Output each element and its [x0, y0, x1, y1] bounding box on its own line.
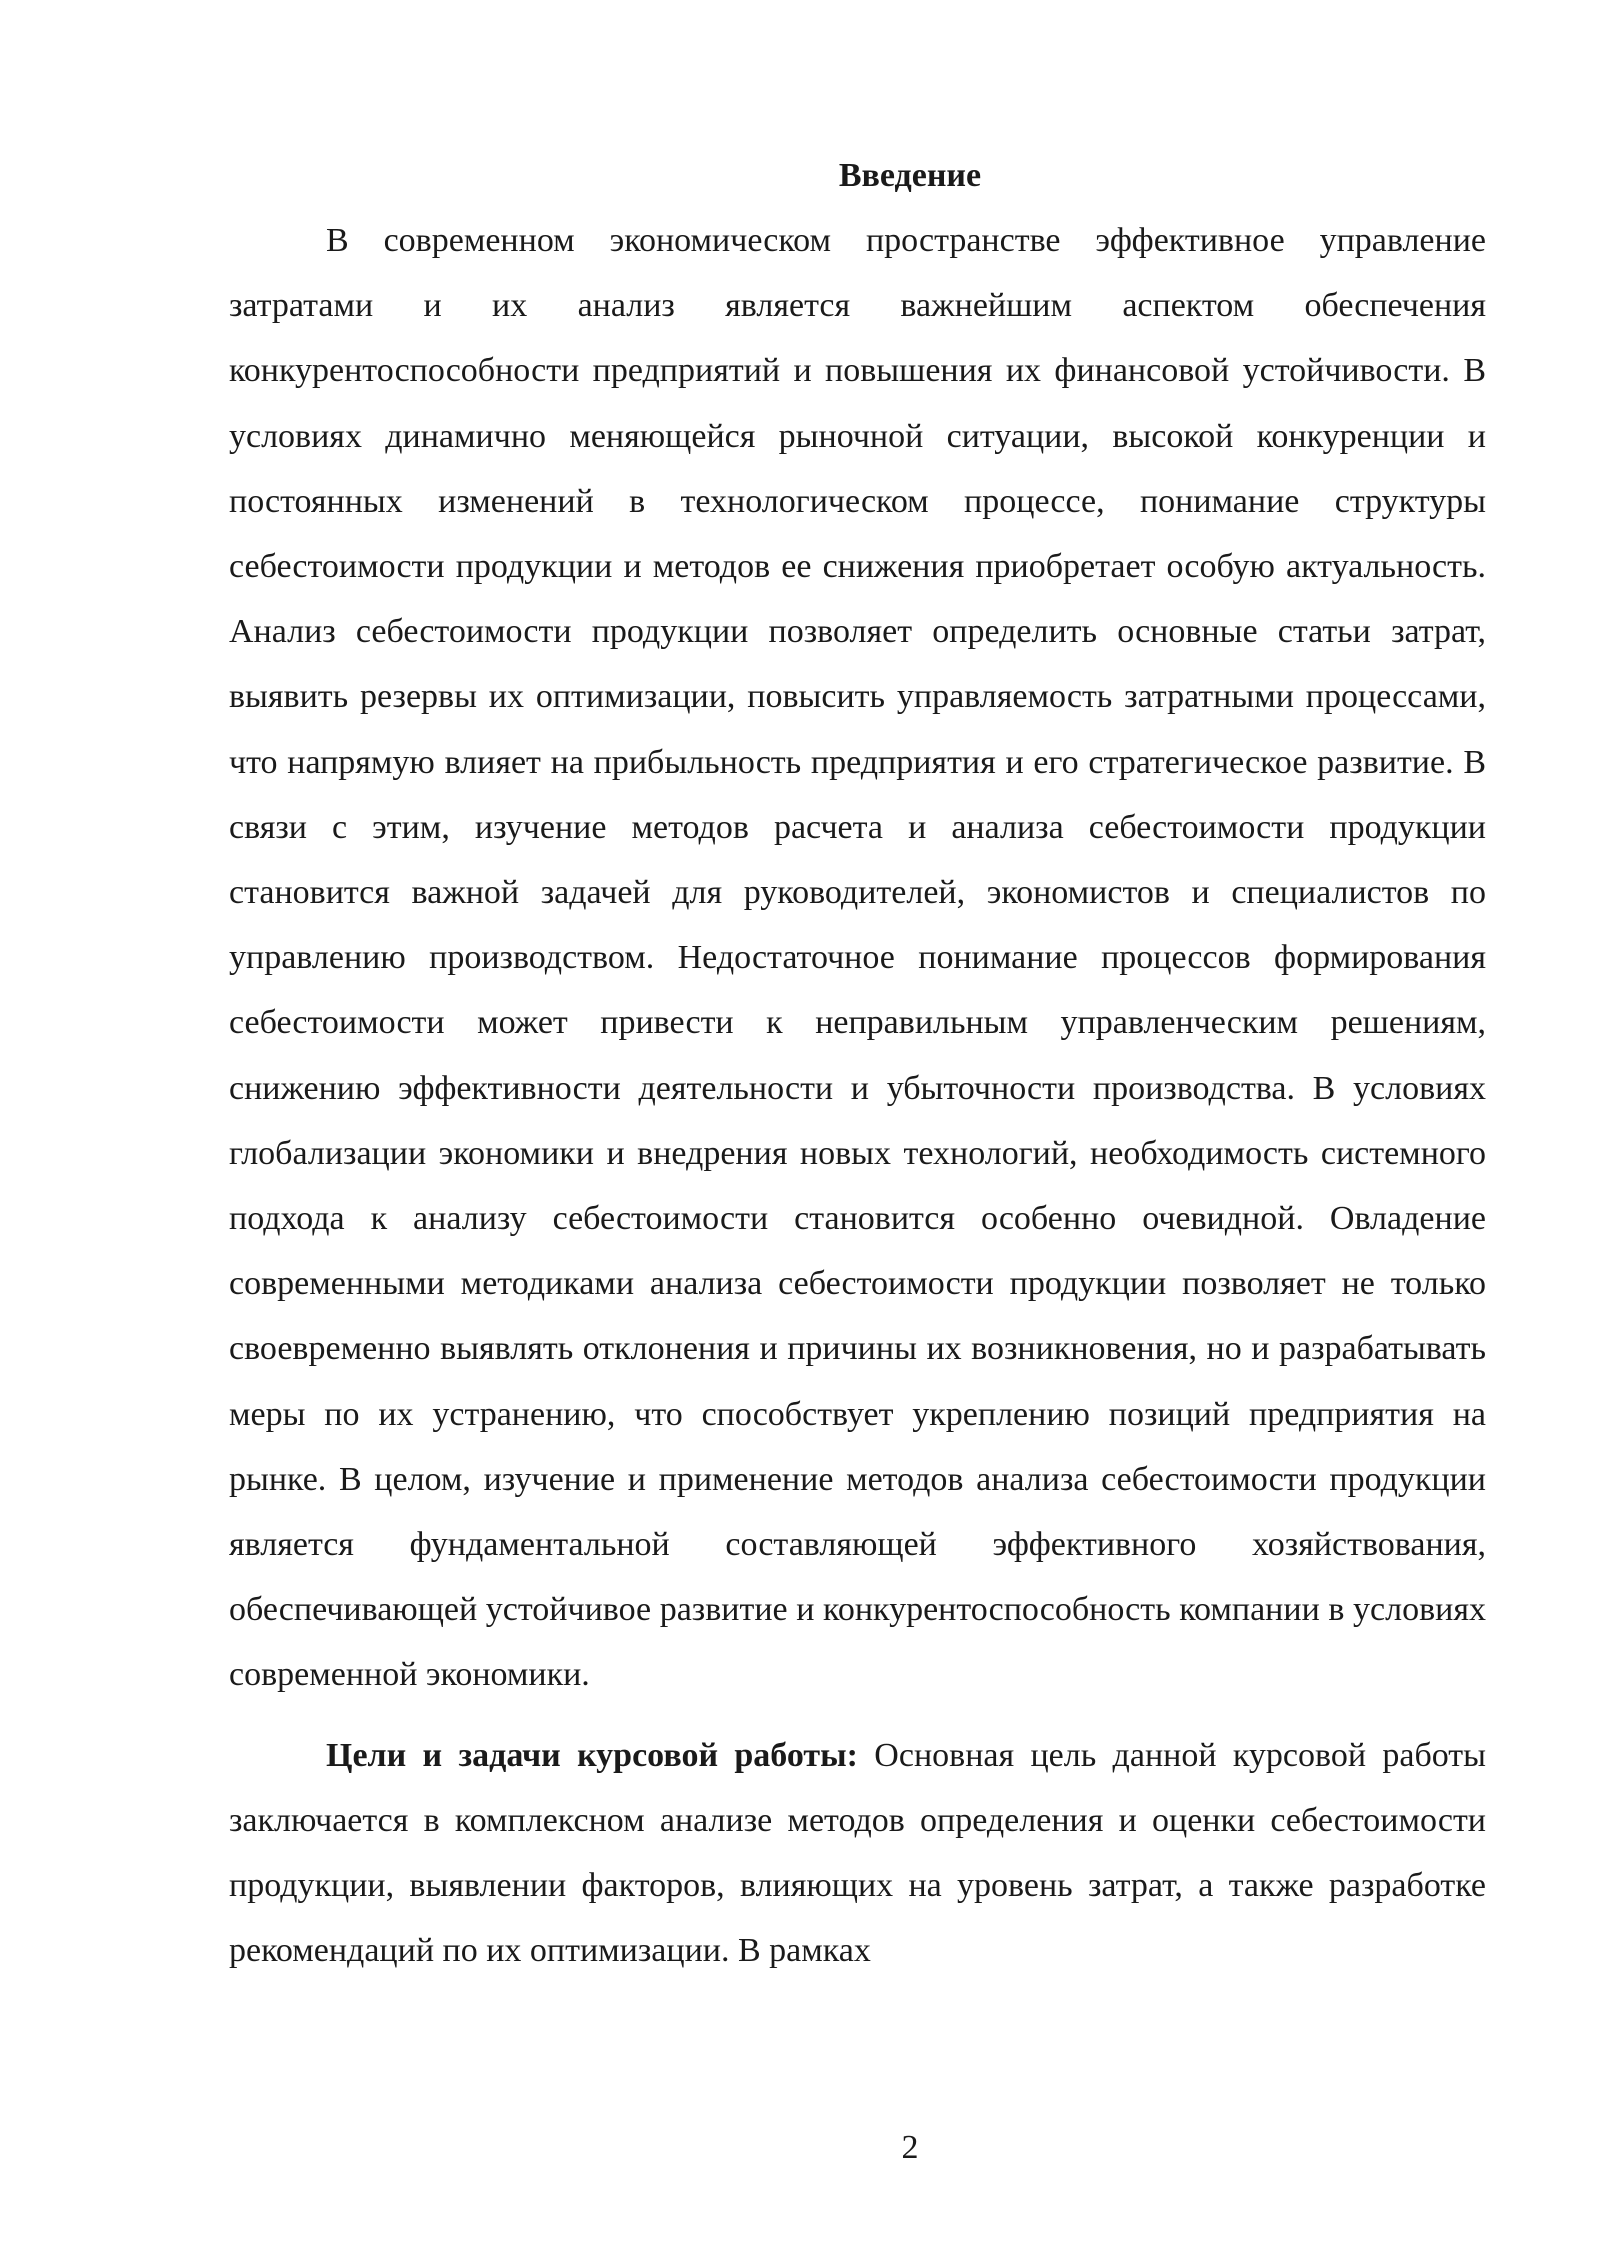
intro-paragraph: В современном экономическом пространстве эффективное управление затратами и их анализ является важнейшим аспектом обеспечения конкурентоспособности предприятий и повышения их финансовой устойчивости. В условиях динамично меняющейся рыночной ситуации, высокой конкуренции и постоянных изменений в технологическом процессе, понимание структуры себестоимости продукции и методов ее снижения приобретает особую актуальность. Анализ себестоимости продукции позволяет определить основные статьи затрат, выявить резервы их оптимизации, повысить управляемость затратными процессами, что напрямую влияет на прибыльность предприятия и его стратегическое развитие. В связи с этим, изучение методов расчета и анализа себестоимости продукции становится важной задачей для руководителей, экономистов и специалистов по управлению производством. Недостаточное понимание процессов формирования себестоимости может привести к неправильным управленческим решениям, снижению эффективности деятельности и убыточности производства. В условиях глобализации экономики и внедрения новых технологий, необходимость системного подхода к анализу себестоимости становится особенно очевидной. Овладение современными методиками анализа себестоимости продукции позволяет не только своевременно выявлять отклонения и причины их возникновения, но и разрабатывать меры по их устранению, что способствует укреплению позиций предприятия на рынке. В целом, изучение и применение методов анализа себестоимости продукции является фундаментальной составляющей эффективного хозяйствования, обеспечивающей устойчивое развитие и конкурентоспособность компании в условиях современной экономики. [229, 222, 1486, 1694]
section-heading: Введение [838, 157, 982, 194]
body-text [229, 208, 1486, 1983]
goals-lead: Цели и задачи курсовой работы: [326, 1736, 858, 1774]
goals-paragraph [229, 1723, 1486, 1984]
page-number: 2 [901, 2129, 919, 2166]
goals-text: Основная цель данной курсовой работы заключается в комплексном анализе методов определения и оценки себестоимости продукции, выявлении факторов, влияющих на уровень затрат, а также разработке рекомендаций по их оптимизации. В рамках [229, 1736, 1486, 1970]
